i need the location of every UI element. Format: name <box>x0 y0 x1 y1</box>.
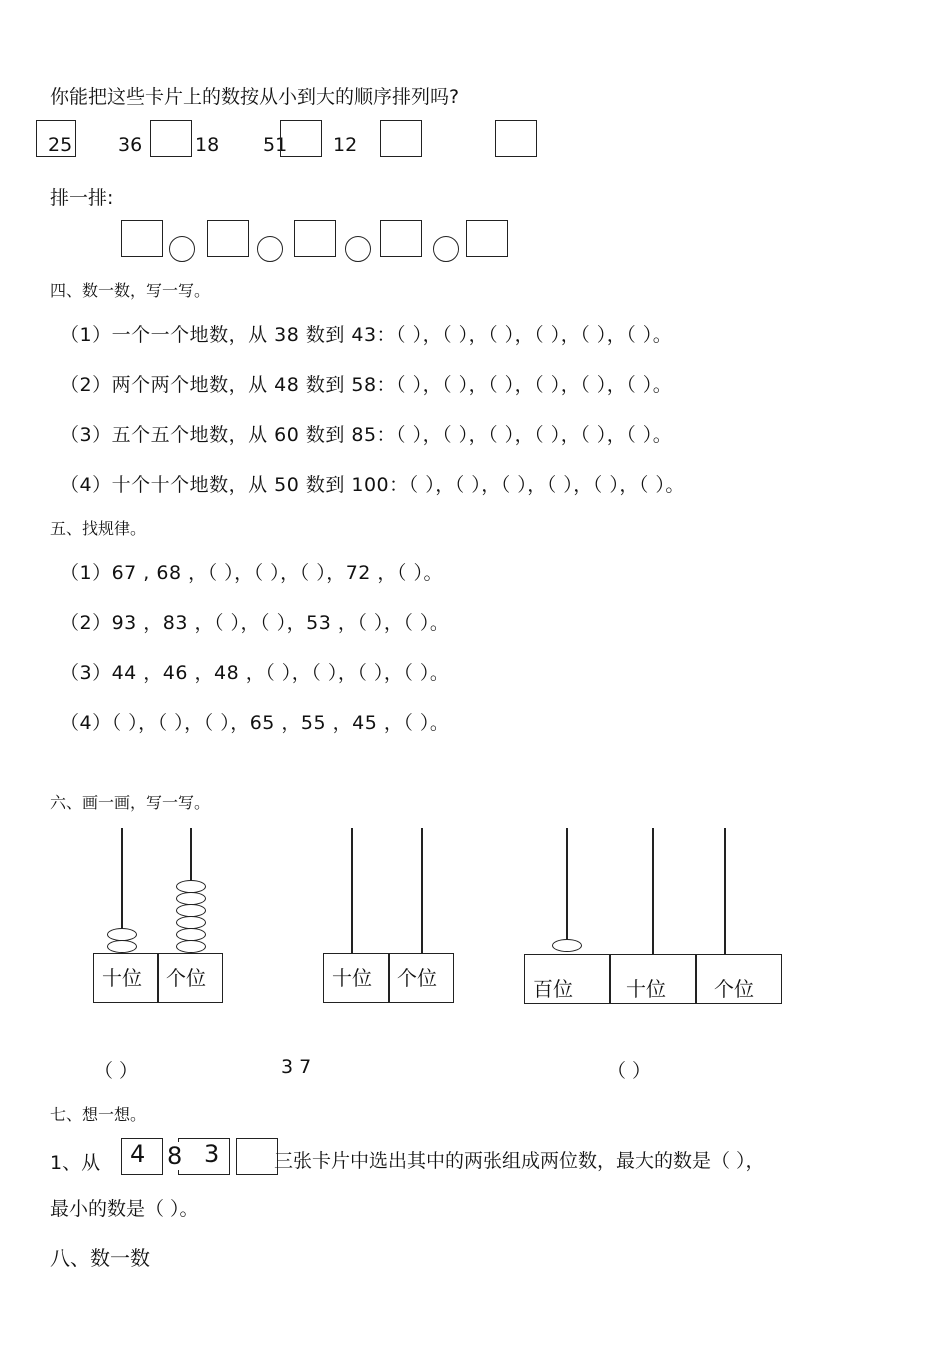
compare-circle <box>433 236 459 262</box>
section-5-title: 五、找规律。 <box>50 519 147 538</box>
section-8-title: 八、数一数 <box>50 1246 150 1270</box>
ones-rod <box>724 828 726 954</box>
answer-box <box>380 220 422 257</box>
digit-card: 4 <box>130 1140 146 1168</box>
ones-rod <box>421 828 423 954</box>
card-number: 12 <box>333 134 358 156</box>
answer-box <box>207 220 249 257</box>
answer-box <box>294 220 336 257</box>
pattern-item: （4）（ ），（ ），（ ），65 ，55 ，45 ，（ ）。 <box>60 712 450 734</box>
pattern-item: （2）93 ，83 ，（ ），（ ），53 ，（ ），（ ）。 <box>60 612 450 634</box>
place-label-tens: 十位 <box>93 953 159 1003</box>
question-line-2: 最小的数是（ ）。 <box>50 1198 199 1220</box>
answer-box <box>121 220 163 257</box>
abacus-2-answer: 3 7 <box>281 1056 312 1078</box>
section-4-title: 四、数一数，写一写。 <box>50 281 211 300</box>
card-number: 25 <box>48 134 73 156</box>
abacus-3-answer: （ ） <box>607 1060 652 1082</box>
place-label-hundreds: 百位 <box>524 954 611 1004</box>
card-box <box>380 120 422 157</box>
digit-card-box <box>236 1138 278 1175</box>
pattern-item: （3）44 ，46 ，48 ，（ ），（ ），（ ），（ ）。 <box>60 662 450 684</box>
card-box <box>150 120 192 157</box>
count-item: （3）五个五个地数，从 60 数到 85：（ ），（ ），（ ），（ ），（ ），（ ）。 <box>60 424 673 446</box>
compare-circle <box>169 236 195 262</box>
question-line-1: 三张卡片中选出其中的两张组成两位数，最大的数是（ ）， <box>274 1150 765 1172</box>
place-label-tens: 十位 <box>323 953 390 1003</box>
place-label-tens: 十位 <box>609 954 697 1004</box>
compare-circle <box>257 236 283 262</box>
compare-circle <box>345 236 371 262</box>
hundreds-rod <box>566 828 568 940</box>
digit-card: 3 <box>204 1140 220 1168</box>
count-item: （2）两个两个地数，从 48 数到 58：（ ），（ ），（ ），（ ），（ ），（ ）。 <box>60 374 673 396</box>
digit-card: 8 <box>167 1142 183 1170</box>
question-prefix: 1、从 <box>50 1152 101 1174</box>
card-number: 18 <box>195 134 220 156</box>
card-box <box>495 120 537 157</box>
abacus-1-answer: （ ） <box>94 1060 139 1082</box>
card-number: 51 <box>263 134 288 156</box>
bead <box>107 940 137 953</box>
bead <box>176 940 206 953</box>
card-number: 36 <box>118 134 143 156</box>
card-box <box>280 120 322 157</box>
sort-label: 排一排: <box>50 187 114 209</box>
bead <box>552 939 582 952</box>
tens-rod <box>351 828 353 954</box>
place-label-ones: 个位 <box>695 954 782 1004</box>
place-label-ones: 个位 <box>157 953 223 1003</box>
section-6-title: 六、画一画，写一写。 <box>50 793 211 812</box>
section-7-title: 七、想一想。 <box>50 1105 147 1124</box>
count-item: （4）十个十个地数，从 50 数到 100：（ ），（ ），（ ），（ ），（ ），（ ）。 <box>60 474 685 496</box>
answer-box <box>466 220 508 257</box>
card-question: 你能把这些卡片上的数按从小到大的顺序排列吗? <box>50 86 460 108</box>
place-label-ones: 个位 <box>388 953 454 1003</box>
pattern-item: （1）67 , 68 ，（ ），（ ），（ ），72 ，（ ）。 <box>60 562 443 584</box>
tens-rod <box>652 828 654 954</box>
count-item: （1）一个一个地数，从 38 数到 43：（ ），（ ），（ ），（ ），（ ），（ ）。 <box>60 324 673 346</box>
